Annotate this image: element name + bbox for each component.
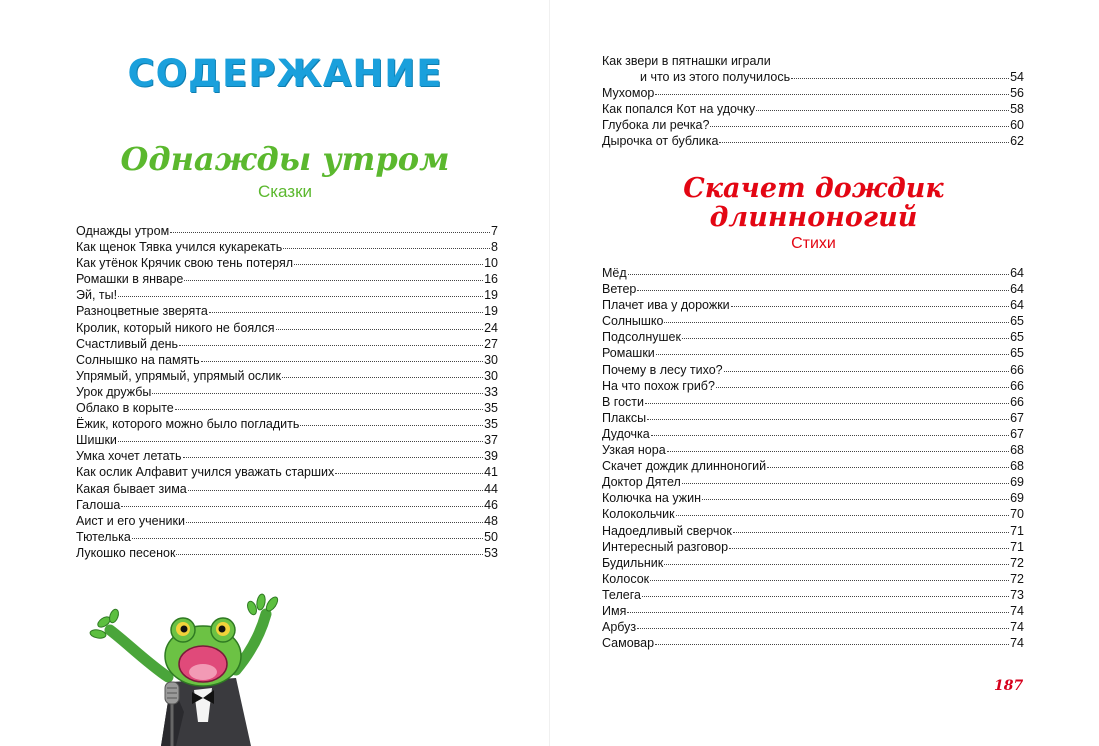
toc-entry-page: 7	[491, 224, 498, 238]
toc-leader-dots	[209, 301, 483, 313]
toc-entry-page: 72	[1010, 571, 1024, 586]
section-title-skazki: Однажды утром	[120, 140, 450, 178]
toc-entry-page: 64	[1010, 282, 1024, 297]
toc-entry-title: Интересный разговор	[602, 539, 729, 554]
toc-leader-dots	[729, 537, 1009, 549]
toc-entry-title: Плаксы	[602, 410, 647, 425]
toc-entry-page: 66	[1010, 362, 1024, 377]
toc-leader-dots	[183, 446, 484, 458]
toc-leader-dots	[719, 131, 1009, 143]
toc-entry-title: Умка хочет летать	[76, 449, 182, 464]
toc-entry-page: 60	[1010, 118, 1024, 133]
toc-leader-dots	[188, 479, 483, 491]
toc-leader-dots	[170, 221, 490, 233]
toc-entry-page: 19	[484, 304, 498, 319]
toc-entry-page: 66	[1010, 394, 1024, 409]
toc-leader-dots	[152, 382, 483, 394]
toc-entry-title: Облако в корыте	[76, 401, 174, 416]
toc-entry-page: 74	[1010, 620, 1024, 635]
toc-entry-page: 53	[484, 545, 498, 560]
toc-entry-page: 50	[484, 529, 498, 544]
page-number: 187	[994, 678, 1024, 694]
toc-entry	[602, 133, 1024, 149]
toc-leader-dots	[627, 601, 1009, 613]
toc-entry-title: Тютелька	[76, 529, 131, 544]
toc-leader-dots	[176, 543, 483, 555]
toc-entry-page: 65	[1010, 330, 1024, 345]
toc-entry-title: Телега	[602, 587, 641, 602]
toc-leader-dots	[682, 327, 1009, 339]
section-title-line-1: Скачет дождик	[683, 173, 944, 204]
section-subtitle-skazki: Сказки	[257, 182, 313, 201]
toc-entry-page: 62	[1010, 134, 1024, 149]
toc-entry-title: Плачет ива у дорожки	[602, 298, 730, 313]
toc-entry-page: 16	[484, 272, 498, 287]
toc-leader-dots	[628, 263, 1009, 275]
toc-leader-dots	[664, 311, 1009, 323]
toc-entry-page: 64	[1010, 266, 1024, 280]
toc-entry-title: Как щенок Тявка учился кукарекать	[76, 240, 283, 255]
toc-leader-dots	[731, 295, 1009, 307]
toc-entry-title: Шишки	[76, 433, 117, 448]
left-page	[0, 0, 549, 746]
toc-leader-dots	[682, 472, 1009, 484]
toc-leader-dots	[637, 617, 1009, 629]
toc-leader-dots	[716, 376, 1009, 388]
toc-entry-title: Как утёнок Крячик свою тень потерял	[76, 256, 294, 271]
toc-entry-title: Надоедливый сверчок	[602, 523, 732, 538]
toc-entry-page: 35	[484, 401, 498, 416]
toc-leader-dots	[335, 462, 483, 474]
toc-entry-page: 74	[1010, 636, 1024, 651]
toc-leader-dots	[179, 334, 483, 346]
toc-leader-dots	[201, 350, 483, 362]
toc-entry-title: Солнышко на память	[76, 352, 200, 367]
toc-leader-dots	[184, 269, 483, 281]
toc-entry-title: Кролик, который никого не боялся	[76, 320, 275, 335]
toc-list-skazki	[76, 223, 498, 561]
toc-leader-dots	[294, 253, 483, 265]
toc-entry-title: Колючка на ужин	[602, 491, 701, 506]
toc-entry-title: Будильник	[602, 555, 664, 570]
toc-entry-page: 39	[484, 449, 498, 464]
toc-entry-page: 66	[1010, 378, 1024, 393]
toc-entry	[602, 635, 1024, 651]
section-subtitle-stikhi: Стихи	[791, 235, 836, 252]
toc-leader-dots	[645, 392, 1009, 404]
toc-entry-title: В гости	[602, 394, 645, 409]
toc-entry-page: 71	[1010, 539, 1024, 554]
toc-leader-dots	[667, 440, 1009, 452]
toc-entry-title: Счастливый день	[76, 336, 179, 351]
toc-leader-dots	[118, 430, 483, 442]
toc-leader-dots	[655, 83, 1009, 95]
toc-entry-title: Упрямый, упрямый, упрямый ослик	[76, 368, 281, 383]
toc-entry-page: 46	[484, 497, 498, 512]
singing-frog-illustration	[76, 582, 306, 746]
toc-entry-page: 58	[1010, 102, 1024, 117]
toc-entry-title: Ромашки в январе	[76, 272, 184, 287]
toc-leader-dots	[767, 456, 1009, 468]
toc-leader-dots	[637, 279, 1009, 291]
toc-entry-title: Как ослик Алфавит учился уважать старших	[76, 465, 335, 480]
toc-entry-title: Урок дружбы	[76, 384, 152, 399]
toc-entry-title: Ёжик, которого можно было погладить	[76, 417, 300, 432]
toc-entry-title: Колокольчик	[602, 507, 675, 522]
toc-entry-page: 70	[1010, 507, 1024, 522]
toc-leader-dots	[676, 504, 1010, 516]
toc-entry-page: 37	[484, 433, 498, 448]
toc-leader-dots	[118, 285, 483, 297]
toc-leader-dots	[656, 343, 1009, 355]
toc-leader-dots	[756, 99, 1009, 111]
toc-entry-title: Как попался Кот на удочку	[602, 102, 756, 117]
toc-leader-dots	[121, 495, 483, 507]
toc-leader-dots	[650, 569, 1009, 581]
toc-entry-title: Арбуз	[602, 620, 637, 635]
toc-leader-dots	[651, 424, 1009, 436]
toc-entry-page: 33	[484, 384, 498, 399]
toc-leader-dots	[282, 366, 483, 378]
toc-leader-dots	[710, 115, 1009, 127]
toc-leader-dots	[724, 360, 1009, 372]
toc-leader-dots	[132, 527, 483, 539]
toc-entry-title: Как звери в пятнашки играли	[602, 54, 771, 68]
toc-entry-title: Мёд	[602, 266, 627, 280]
toc-entry-page: 65	[1010, 346, 1024, 361]
toc-leader-dots	[702, 488, 1009, 500]
toc-entry-page: 68	[1010, 443, 1024, 458]
toc-entry-title: Колосок	[602, 571, 650, 586]
toc-leader-dots	[647, 408, 1009, 420]
toc-entry-page: 35	[484, 417, 498, 432]
toc-entry-title: и что из этого получилось	[640, 70, 791, 85]
toc-entry-title: Аист и его ученики	[76, 513, 185, 528]
toc-entry-title: Солнышко	[602, 314, 664, 329]
toc-entry-page: 67	[1010, 410, 1024, 425]
toc-leader-dots	[300, 414, 483, 426]
toc-leader-dots	[664, 553, 1009, 565]
toc-entry-title: Глубока ли речка?	[602, 118, 710, 133]
toc-leader-dots	[186, 511, 483, 523]
toc-list-stikhi	[602, 265, 1024, 651]
toc-entry-page: 65	[1010, 314, 1024, 329]
toc-entry-page: 67	[1010, 426, 1024, 441]
toc-entry-title: Дудочка	[602, 426, 650, 441]
toc-entry-page: 69	[1010, 475, 1024, 490]
toc-entry-page: 8	[491, 240, 498, 255]
toc-entry-page: 10	[484, 256, 498, 271]
toc-entry-title: Галоша	[76, 497, 121, 512]
toc-entry-page: 69	[1010, 491, 1024, 506]
toc-list-skazki-continued	[602, 53, 1024, 150]
toc-leader-dots	[642, 585, 1009, 597]
section-title-line-2: длинноногий	[709, 202, 918, 233]
toc-entry-page: 27	[484, 336, 498, 351]
toc-entry-page: 44	[484, 481, 498, 496]
toc-entry-page: 74	[1010, 603, 1024, 618]
toc-entry-title: Лукошко песенок	[76, 545, 176, 560]
toc-entry-page: 24	[484, 320, 498, 335]
toc-leader-dots	[283, 237, 490, 249]
toc-entry-page: 64	[1010, 298, 1024, 313]
toc-entry-page: 54	[1010, 70, 1024, 85]
toc-entry-title: На что похож гриб?	[602, 378, 715, 393]
toc-entry-title: Дырочка от бублика	[602, 134, 719, 149]
toc-entry-page: 56	[1010, 86, 1024, 101]
section-title-stikhi	[550, 174, 1077, 232]
toc-entry-title: Скачет дождик длинноногий	[602, 459, 767, 474]
toc-entry-page: 41	[484, 465, 498, 480]
toc-entry-title: Подсолнушек	[602, 330, 681, 345]
toc-entry-title: Доктор Дятел	[602, 475, 681, 490]
toc-entry	[76, 545, 498, 561]
toc-entry-page: 68	[1010, 459, 1024, 474]
toc-entry-title: Разноцветные зверята	[76, 304, 208, 319]
toc-entry-page: 72	[1010, 555, 1024, 570]
toc-entry-page: 30	[484, 352, 498, 367]
toc-leader-dots	[175, 398, 483, 410]
toc-leader-dots	[791, 67, 1009, 79]
toc-entry-page: 73	[1010, 587, 1024, 602]
contents-title: СОДЕРЖАНИЕ	[127, 52, 443, 95]
toc-leader-dots	[276, 318, 484, 330]
toc-entry-title: Эй, ты!	[76, 288, 118, 303]
toc-leader-dots	[733, 521, 1009, 533]
toc-entry-title: Какая бывает зима	[76, 481, 187, 496]
toc-entry-title: Узкая нора	[602, 443, 666, 458]
toc-entry-page: 71	[1010, 523, 1024, 538]
right-page	[550, 0, 1099, 746]
toc-entry-title: Самовар	[602, 636, 655, 651]
toc-entry-title: Ромашки	[602, 346, 655, 361]
toc-entry-page: 48	[484, 513, 498, 528]
toc-entry-title: Имя	[602, 603, 627, 618]
toc-entry-page: 19	[484, 288, 498, 303]
toc-entry-title: Мухомор	[602, 86, 655, 101]
toc-entry-page: 30	[484, 368, 498, 383]
toc-leader-dots	[655, 633, 1009, 645]
toc-entry-title: Ветер	[602, 282, 637, 297]
toc-entry-title: Почему в лесу тихо?	[602, 362, 723, 377]
toc-entry-title: Однажды утром	[76, 224, 170, 238]
